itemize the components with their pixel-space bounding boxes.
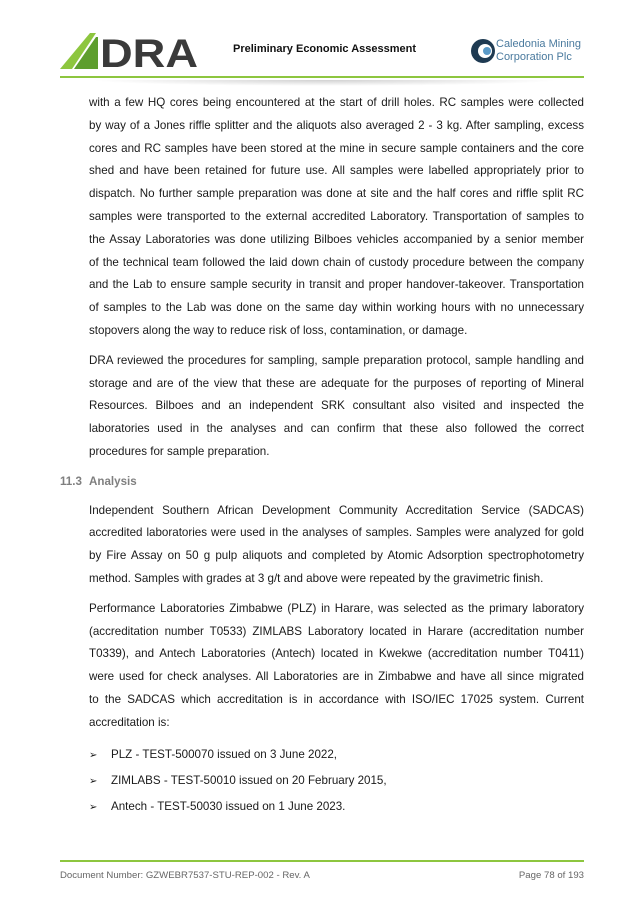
page-body xyxy=(60,92,584,820)
list-item xyxy=(89,742,584,768)
header-divider xyxy=(60,76,584,78)
text-line: with a few HQ cores being encountered at the start of drill holes. RC samples were collected xyxy=(89,96,584,109)
text-line: T0339), and Antech Laboratories (Antech) located in Kwekwe (accreditation number T0411) xyxy=(89,647,584,661)
section-number: 11.3 xyxy=(60,474,82,488)
caledonia-logo xyxy=(470,36,590,72)
text-line: storage and are of the view that these are adequate for the purposes of reporting of Mineral xyxy=(89,376,584,390)
caledonia-logo-line2: Corporation Plc xyxy=(496,51,572,63)
text-line: procedures for sample preparation. xyxy=(89,444,270,458)
caledonia-c-icon xyxy=(470,36,496,66)
text-line: (accreditation number T0533) ZIMLABS Laboratory located in Harare (accreditation number xyxy=(89,624,584,638)
text-line: accreditation is: xyxy=(89,715,170,729)
text-line: by Fire Assay on 50 g pulp aliquots and completed by Atomic Adsorption spectrophotometry xyxy=(89,549,584,563)
text-line: of samples to the Lab was done on the same day within working hours with no unnecessary xyxy=(89,301,584,315)
paragraph-laboratories xyxy=(89,598,584,735)
page-number: Page 78 of 193 xyxy=(518,870,584,881)
document-number: Document Number: GZWEBR7537-STU-REP-002 - Rev. A xyxy=(60,870,310,881)
section-title: Analysis xyxy=(89,474,137,488)
list-item xyxy=(89,768,584,794)
header-shadow xyxy=(90,80,560,86)
paragraph-review xyxy=(89,350,584,464)
list-item-text: PLZ - TEST-500070 issued on 3 June 2022, xyxy=(111,747,338,761)
text-line: Performance Laboratories Zimbabwe (PLZ) in Harare, was selected as the primary laboratory xyxy=(89,601,584,615)
text-line: of the technical team followed the laid down chain of custody procedure between the company xyxy=(89,255,584,269)
text-line: and the Lab to ensure sample security in transit and proper handover-takeover. Transportation xyxy=(89,278,584,292)
text-line: were used for check analyses. All Laboratories are in Zimbabwe and have all since migrated xyxy=(89,670,584,684)
text-line: dispatch. No further sample preparation was done at site and the half cores and riffle split RC xyxy=(89,187,584,201)
text-line: the Assay Laboratories was done utilizing Bilboes vehicles accompanied by a senior member xyxy=(89,232,584,246)
arrow-bullet-icon: ➢ xyxy=(89,749,98,761)
text-line: Resources. Bilboes and an independent SRK consultant also visited and inspected the xyxy=(89,399,584,413)
caledonia-logo-line1: Caledonia Mining xyxy=(496,38,581,50)
header-title: Preliminary Economic Assessment xyxy=(233,43,417,55)
text-line: shed and have been retained for future use. All samples were labelled appropriately prior to xyxy=(89,164,584,178)
svg-text:DRA: DRA xyxy=(100,33,198,69)
text-line: samples were transported to the external accredited Laboratory. Transportation of samples to xyxy=(89,209,584,223)
text-line: cores and RC samples have been stored at the mine in secure sample containers and the core xyxy=(89,141,584,155)
text-line: stopovers along the way to reduce risk of loss, contamination, or damage. xyxy=(89,323,468,337)
text-line: laboratories used in the analyses and can confirm that these also followed the correct xyxy=(89,422,584,436)
text-line: accredited laboratories were used in the analyses of samples. Samples were analyzed for gold xyxy=(89,526,584,540)
text-line: to the SADCAS which accreditation is in accordance with ISO/IEC 17025 system. Current xyxy=(89,692,584,706)
page-header xyxy=(0,0,644,90)
arrow-bullet-icon: ➢ xyxy=(89,775,98,787)
list-item xyxy=(89,794,584,820)
footer-divider xyxy=(60,860,584,862)
text-line: method. Samples with grades at 3 g/t and above were repeated by the gravimetric finish. xyxy=(89,571,544,585)
dra-logo xyxy=(60,33,200,69)
list-item-text: ZIMLABS - TEST-50010 issued on 20 February 2015, xyxy=(111,773,387,787)
section-heading xyxy=(60,471,555,494)
text-line: DRA reviewed the procedures for sampling, sample preparation protocol, sample handling and xyxy=(89,353,584,367)
list-item-text: Antech - TEST-50030 issued on 1 June 2023. xyxy=(111,799,346,813)
accreditation-list xyxy=(89,742,584,820)
paragraph-sadcas xyxy=(89,500,584,591)
text-line: Independent Southern African Development Community Accreditation Service (SADCAS) xyxy=(89,503,584,517)
paragraph-sampling xyxy=(89,92,584,343)
text-line: by way of a Jones riffle splitter and the aliquots also averaged 2 - 3 kg. After sampling, excess xyxy=(89,118,584,132)
arrow-bullet-icon: ➢ xyxy=(89,801,98,813)
